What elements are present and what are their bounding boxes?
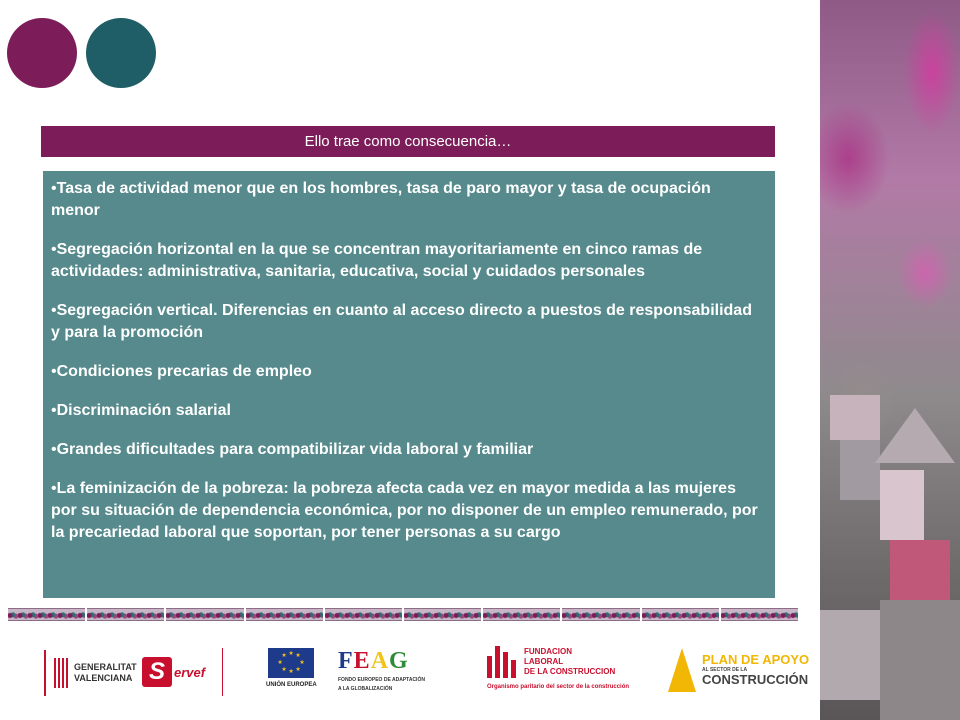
eu-flag-icon: ★ ★ ★ ★ ★ ★ ★ ★ xyxy=(268,648,314,678)
bullet-dot-icon: • xyxy=(51,302,57,319)
bullet-dot-icon: • xyxy=(51,180,57,197)
plan-de-apoyo-logo: PLAN DE APOYO AL SECTOR DE LA CONSTRUCCIÓN xyxy=(668,648,809,692)
bullet-item: •Discriminación salarial xyxy=(51,402,231,419)
bullet-item: •Tasa de actividad menor que en los hombres, tasa de paro mayor y tasa de ocupación menor xyxy=(51,180,711,219)
bullet-dot-icon: • xyxy=(51,480,57,497)
fundacion-bars-icon xyxy=(487,646,516,678)
slide-title-bar xyxy=(41,126,775,157)
bullet-list-box xyxy=(43,171,775,598)
feag-logo: FEAG FONDO EUROPEO DE ADAPTACIÓN A LA GLOBALIZACIÓN xyxy=(338,648,425,692)
servef-logo: S ervef xyxy=(142,652,205,692)
sponsor-logos xyxy=(0,640,820,710)
bullet-item: •Grandes dificultades para compatibilizar vida laboral y familiar xyxy=(51,441,534,458)
bullet-item: •Condiciones precarias de empleo xyxy=(51,363,312,380)
decor-circle-teal xyxy=(86,18,156,88)
bullet-dot-icon: • xyxy=(51,402,57,419)
bullet-item: •Segregación vertical. Diferencias en cuanto al acceso directo a puestos de responsabilidad y para la promoción xyxy=(51,302,752,341)
logo-divider xyxy=(222,648,223,696)
decorative-strip xyxy=(8,608,798,621)
bullet-dot-icon: • xyxy=(51,241,57,258)
generalitat-valenciana-logo: GENERALITAT VALENCIANA xyxy=(44,650,137,696)
fundacion-laboral-logo: FUNDACION LABORAL DE LA CONSTRUCCION Organismo paritario del sector de la construcción xyxy=(487,647,630,690)
union-europea-logo: ★ ★ ★ ★ ★ ★ ★ ★ UNIÓN EUROPEA xyxy=(266,648,317,688)
generalitat-stripes-icon xyxy=(54,658,68,688)
bullet-item: •La feminización de la pobreza: la pobreza afecta cada vez en mayor medida a las mujeres por su situación de dependencia económica, por no disponer de un empleo remunerado, por la precariedad laboral que soportan, por tener personas a su cargo xyxy=(51,480,758,541)
bullet-dot-icon: • xyxy=(51,441,57,458)
plan-triangle-icon xyxy=(668,648,696,692)
decor-circle-purple xyxy=(7,18,77,88)
bullet-item: •Segregación horizontal en la que se concentran mayoritariamente en cinco ramas de actividades: administrativa, sanitaria, educativa, social y cuidados personales xyxy=(51,241,703,280)
bullet-dot-icon: • xyxy=(51,363,57,380)
slide-title: Ello trae como consecuencia… xyxy=(304,133,512,150)
side-decorative-photo xyxy=(820,0,960,720)
